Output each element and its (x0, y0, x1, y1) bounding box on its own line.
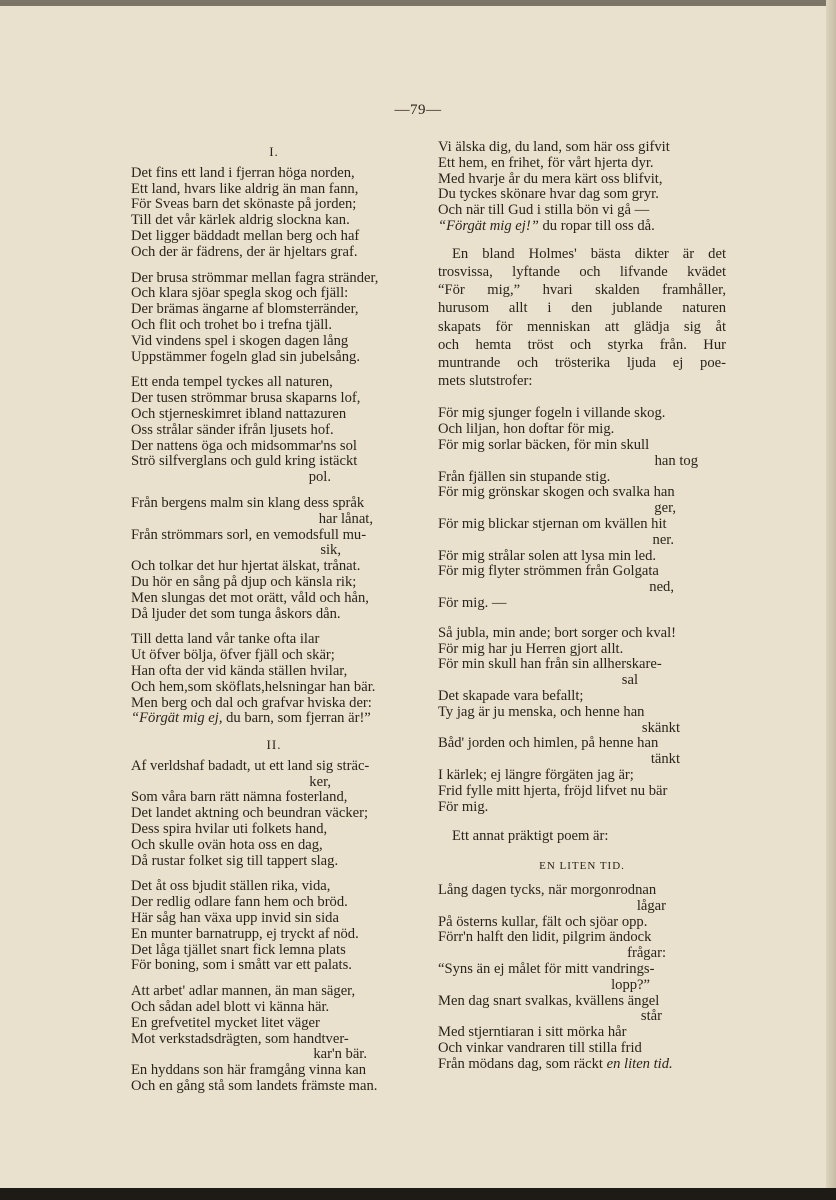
verse-line: Det låga tjället snart fick lemna plats (131, 942, 346, 958)
verse-line: En grefvetitel mycket litet väger (131, 1015, 320, 1031)
verse-line-start: Från mödans dag, som räckt (438, 1056, 607, 1072)
refrain-tail: du ropar till oss då. (538, 218, 655, 234)
verse-line: För mig. (438, 799, 489, 815)
verse-line: För mig sjunger fogeln i villande skog. (438, 406, 666, 422)
verse-line: En hyddans son här framgång vinna kan (131, 1063, 367, 1079)
verse-line: Det fins ett land i fjerran höga norden, (131, 165, 355, 181)
stanza (438, 883, 726, 1073)
verse-line: En munter barnatrupp, ej tryckt af nöd. (131, 926, 359, 942)
refrain-tail: du barn, som fjerran är!” (222, 711, 371, 727)
verse-line: Så jubla, min ande; bort sorger och kval! (438, 625, 677, 641)
verse-line: Och flit och trohet bo i trefna tjäll. (131, 317, 333, 333)
refrain-italic: “Förgät mig ej, (131, 711, 223, 727)
prose-line: och hemta tröst och styrka från. Hur (438, 336, 726, 353)
verse-line: Han ofta der vid kända ställen hvilar, (131, 663, 348, 679)
verse-line: Det åt oss bjudit ställen rika, vida, (131, 879, 331, 895)
verse-line: Der tusen strömmar brusa skaparns lof, (131, 391, 361, 407)
prose-line: skapats för menniskan att glädja sig åt (438, 318, 726, 335)
verse-line: För mig har ju Herren gjort allt. (438, 641, 624, 657)
verse-line-wrap: står (640, 1009, 662, 1025)
stanza (131, 632, 417, 727)
verse-line: Strö silfverglans och guld kring istäckt (131, 454, 358, 470)
verse-line: För mig. — (438, 595, 507, 611)
verse-line: Der brusa strömmar mellan fagra stränder, (131, 270, 379, 286)
verse-line: “Syns än ej målet för mitt vandrings- (438, 961, 655, 977)
page-right-shade (826, 0, 836, 1188)
verse-line: För mig flyter strömmen från Golgata (438, 564, 659, 580)
verse-line-wrap: ger, (654, 501, 676, 517)
verse-line: Ett enda tempel tyckes all naturen, (131, 375, 333, 391)
page-bottom-edge (0, 1188, 836, 1200)
verse-line: I kärlek; ej längre förgäten jag är; (438, 767, 634, 783)
verse-line: För mig grönskar skogen och svalka han (438, 485, 675, 501)
verse-line: Du tyckes skönare hvar dag som gryr. (438, 187, 659, 203)
right-column (438, 140, 726, 1072)
verse-line: Från fjällen sin stupande stig. (438, 469, 611, 485)
verse-line-wrap: frågar: (627, 946, 666, 962)
verse-line: Men berg och dal och grafvar hviska der: (131, 695, 372, 711)
verse-line: Ett land, hvars like aldrig än man fann, (131, 181, 359, 197)
verse-line: Till det vår kärlek aldrig slockna kan. (131, 213, 350, 229)
verse-line (131, 711, 417, 727)
verse-line: Du hör en sång på djup och känsla rik; (131, 574, 357, 590)
prose-line: trosvissa, lyftande och lifvande kvädet (438, 263, 726, 280)
stanza (131, 166, 417, 261)
verse-line-wrap: ner. (652, 532, 674, 548)
title-italic: en liten tid. (606, 1056, 673, 1072)
verse-line-wrap: sal (621, 673, 638, 689)
verse-line: Der redlig odlare fann hem och bröd. (131, 895, 348, 911)
verse-line: Och stjerneskimret ibland nattazuren (131, 406, 347, 422)
verse-line: Vi älska dig, du land, som här oss gifvit (438, 140, 670, 155)
verse-line: Oss strålar sänder ifrån ljusets hof. (131, 422, 334, 438)
refrain-italic: “Förgät mig ej!” (438, 218, 539, 234)
verse-line: Det skapade vara befallt; (438, 688, 584, 704)
verse-line: Och klara sjöar spegla skog och fjäll: (131, 286, 349, 302)
stanza (131, 879, 417, 974)
stanza (438, 626, 726, 816)
verse-line: Att arbet' adlar mannen, än man säger, (131, 984, 356, 1000)
verse-line: Här såg han växa upp invid sin sida (131, 911, 339, 927)
verse-line-wrap: han tog (654, 453, 698, 469)
verse-line: Och tolkar det hur hjertat älskat, trånat. (131, 559, 361, 575)
verse-line-wrap: lågar (636, 898, 666, 914)
verse-line-wrap: tänkt (650, 752, 680, 768)
verse-line: Vid vindens spel i skogen dagen lång (131, 333, 349, 349)
verse-line: Och sådan adel blott vi känna här. (131, 1000, 330, 1016)
verse-line: Och der är fädrens, der är hjeltars graf. (131, 244, 358, 260)
verse-line: Båd' jorden och himlen, på henne han (438, 736, 659, 752)
verse-line-wrap: ned, (649, 580, 674, 596)
verse-line: Ty jag är ju menska, och henne han (438, 704, 645, 720)
verse-line: Det landet aktning och beundran väcker; (131, 806, 369, 822)
verse-line: Der brämas ängarne af blomsterränder, (131, 302, 359, 318)
verse-line: Till detta land vår tanke ofta ilar (131, 632, 320, 648)
verse-line: Det ligger bäddadt mellan berg och haf (131, 228, 360, 244)
section-heading-ii: II. (266, 737, 282, 753)
stanza (438, 406, 726, 611)
verse-line: För mig sorlar bäcken, för min skull (438, 438, 650, 453)
verse-line: Uppstämmer fogeln glad sin jubelsång. (131, 349, 360, 365)
verse-line: Och skulle ovän hota oss en dag, (131, 837, 323, 853)
section-heading-i: I. (269, 144, 279, 159)
verse-line: Ut öfver bölja, öfver fjäll och skär; (131, 648, 335, 664)
verse-line: Men slungas det mot orätt, våld och hån, (131, 590, 369, 606)
stanza (131, 496, 417, 622)
verse-line-wrap: pol. (308, 470, 331, 486)
prose-line: hurusom allt i den jublande naturen (438, 300, 726, 317)
verse-line: Frid fylle mitt hjerta, fröjd lifvet nu bär (438, 783, 668, 799)
verse-line-wrap: skänkt (641, 720, 680, 736)
verse-line-wrap: lopp?” (611, 977, 650, 993)
stanza (131, 759, 417, 870)
verse-line: För min skull han från sin allherskare- (438, 657, 662, 673)
verse-line: Och när till Gud i stilla bön vi gå — (438, 203, 650, 219)
verse-line: För Sveas barn det skönaste på jorden; (131, 197, 357, 213)
left-column (131, 140, 417, 1095)
verse-line: På österns kullar, fält och sjöar opp. (438, 914, 648, 930)
verse-line: Och en gång stå som landets främste man. (131, 1079, 378, 1095)
prose-line: Ett annat präktigt poem är: (452, 829, 609, 845)
verse-line: Och liljan, hon doftar för mig. (438, 422, 615, 438)
verse-line-wrap: kar'n bär. (313, 1047, 367, 1063)
verse-line: Förr'n halft den lidit, pilgrim ändock (438, 930, 652, 946)
verse-line: Mot verkstadsdrägten, som handtver- (131, 1031, 349, 1047)
verse-line: Men dag snart svalkas, kvällens ängel (438, 993, 660, 1009)
page-number: —79— (394, 102, 442, 118)
verse-line: Med hvarje år du mera kärt oss blifvit, (438, 171, 663, 187)
prose-line: En bland Holmes' bästa dikter är det (452, 245, 726, 262)
verse-line: Ett hem, en frihet, för vårt hjerta dyr. (438, 155, 654, 171)
prose-line: muntrande och trösterika ljuda ej poe- (438, 355, 726, 371)
stanza (131, 984, 417, 1095)
verse-line: Och vinkar vandraren till stilla frid (438, 1040, 642, 1056)
verse-line-wrap: sik, (320, 543, 341, 559)
prose-paragraph (438, 245, 726, 391)
stanza (438, 140, 726, 235)
verse-line: För boning, som i smått var ett palats. (131, 958, 352, 974)
verse-line (438, 219, 726, 235)
verse-line: Lång dagen tycks, när morgonrodnan (438, 882, 657, 898)
verse-line: Från strömmars sorl, en vemodsfull mu- (131, 527, 367, 543)
verse-line-wrap: har lånat, (318, 511, 373, 527)
verse-line: Dess spira hvilar uti folkets hand, (131, 822, 328, 838)
verse-line-wrap: ker, (309, 774, 331, 790)
stanza (131, 271, 417, 366)
verse-line: Som våra barn rätt nämna fosterland, (131, 790, 348, 806)
verse-line: Då ljuder det som tunga åskors dån. (131, 606, 341, 622)
verse-line: För mig strålar solen att lysa min led. (438, 548, 657, 564)
verse-line: Då rustar folket sig till tappert slag. (131, 853, 339, 869)
verse-line: Med stjerntiaran i sitt mörka hår (438, 1025, 627, 1041)
page-top-edge (0, 0, 836, 6)
verse-line: Af verldshaf badadt, ut ett land sig sträc- (131, 758, 370, 774)
verse-line: Der nattens öga och midsommar'ns sol (131, 438, 357, 454)
poem-heading: EN LITEN TID. (539, 860, 625, 873)
verse-line (438, 1057, 726, 1073)
verse-line: Från bergens malm sin klang dess språk (131, 495, 365, 511)
stanza (131, 375, 417, 486)
verse-line: Och hem,som sköflats,helsningar han bär. (131, 679, 376, 695)
prose-line: “För mig,” hvari skalden framhåller, (438, 282, 726, 299)
verse-line: För mig blickar stjernan om kvällen hit (438, 516, 667, 532)
prose-line: mets slutstrofer: (438, 373, 533, 390)
